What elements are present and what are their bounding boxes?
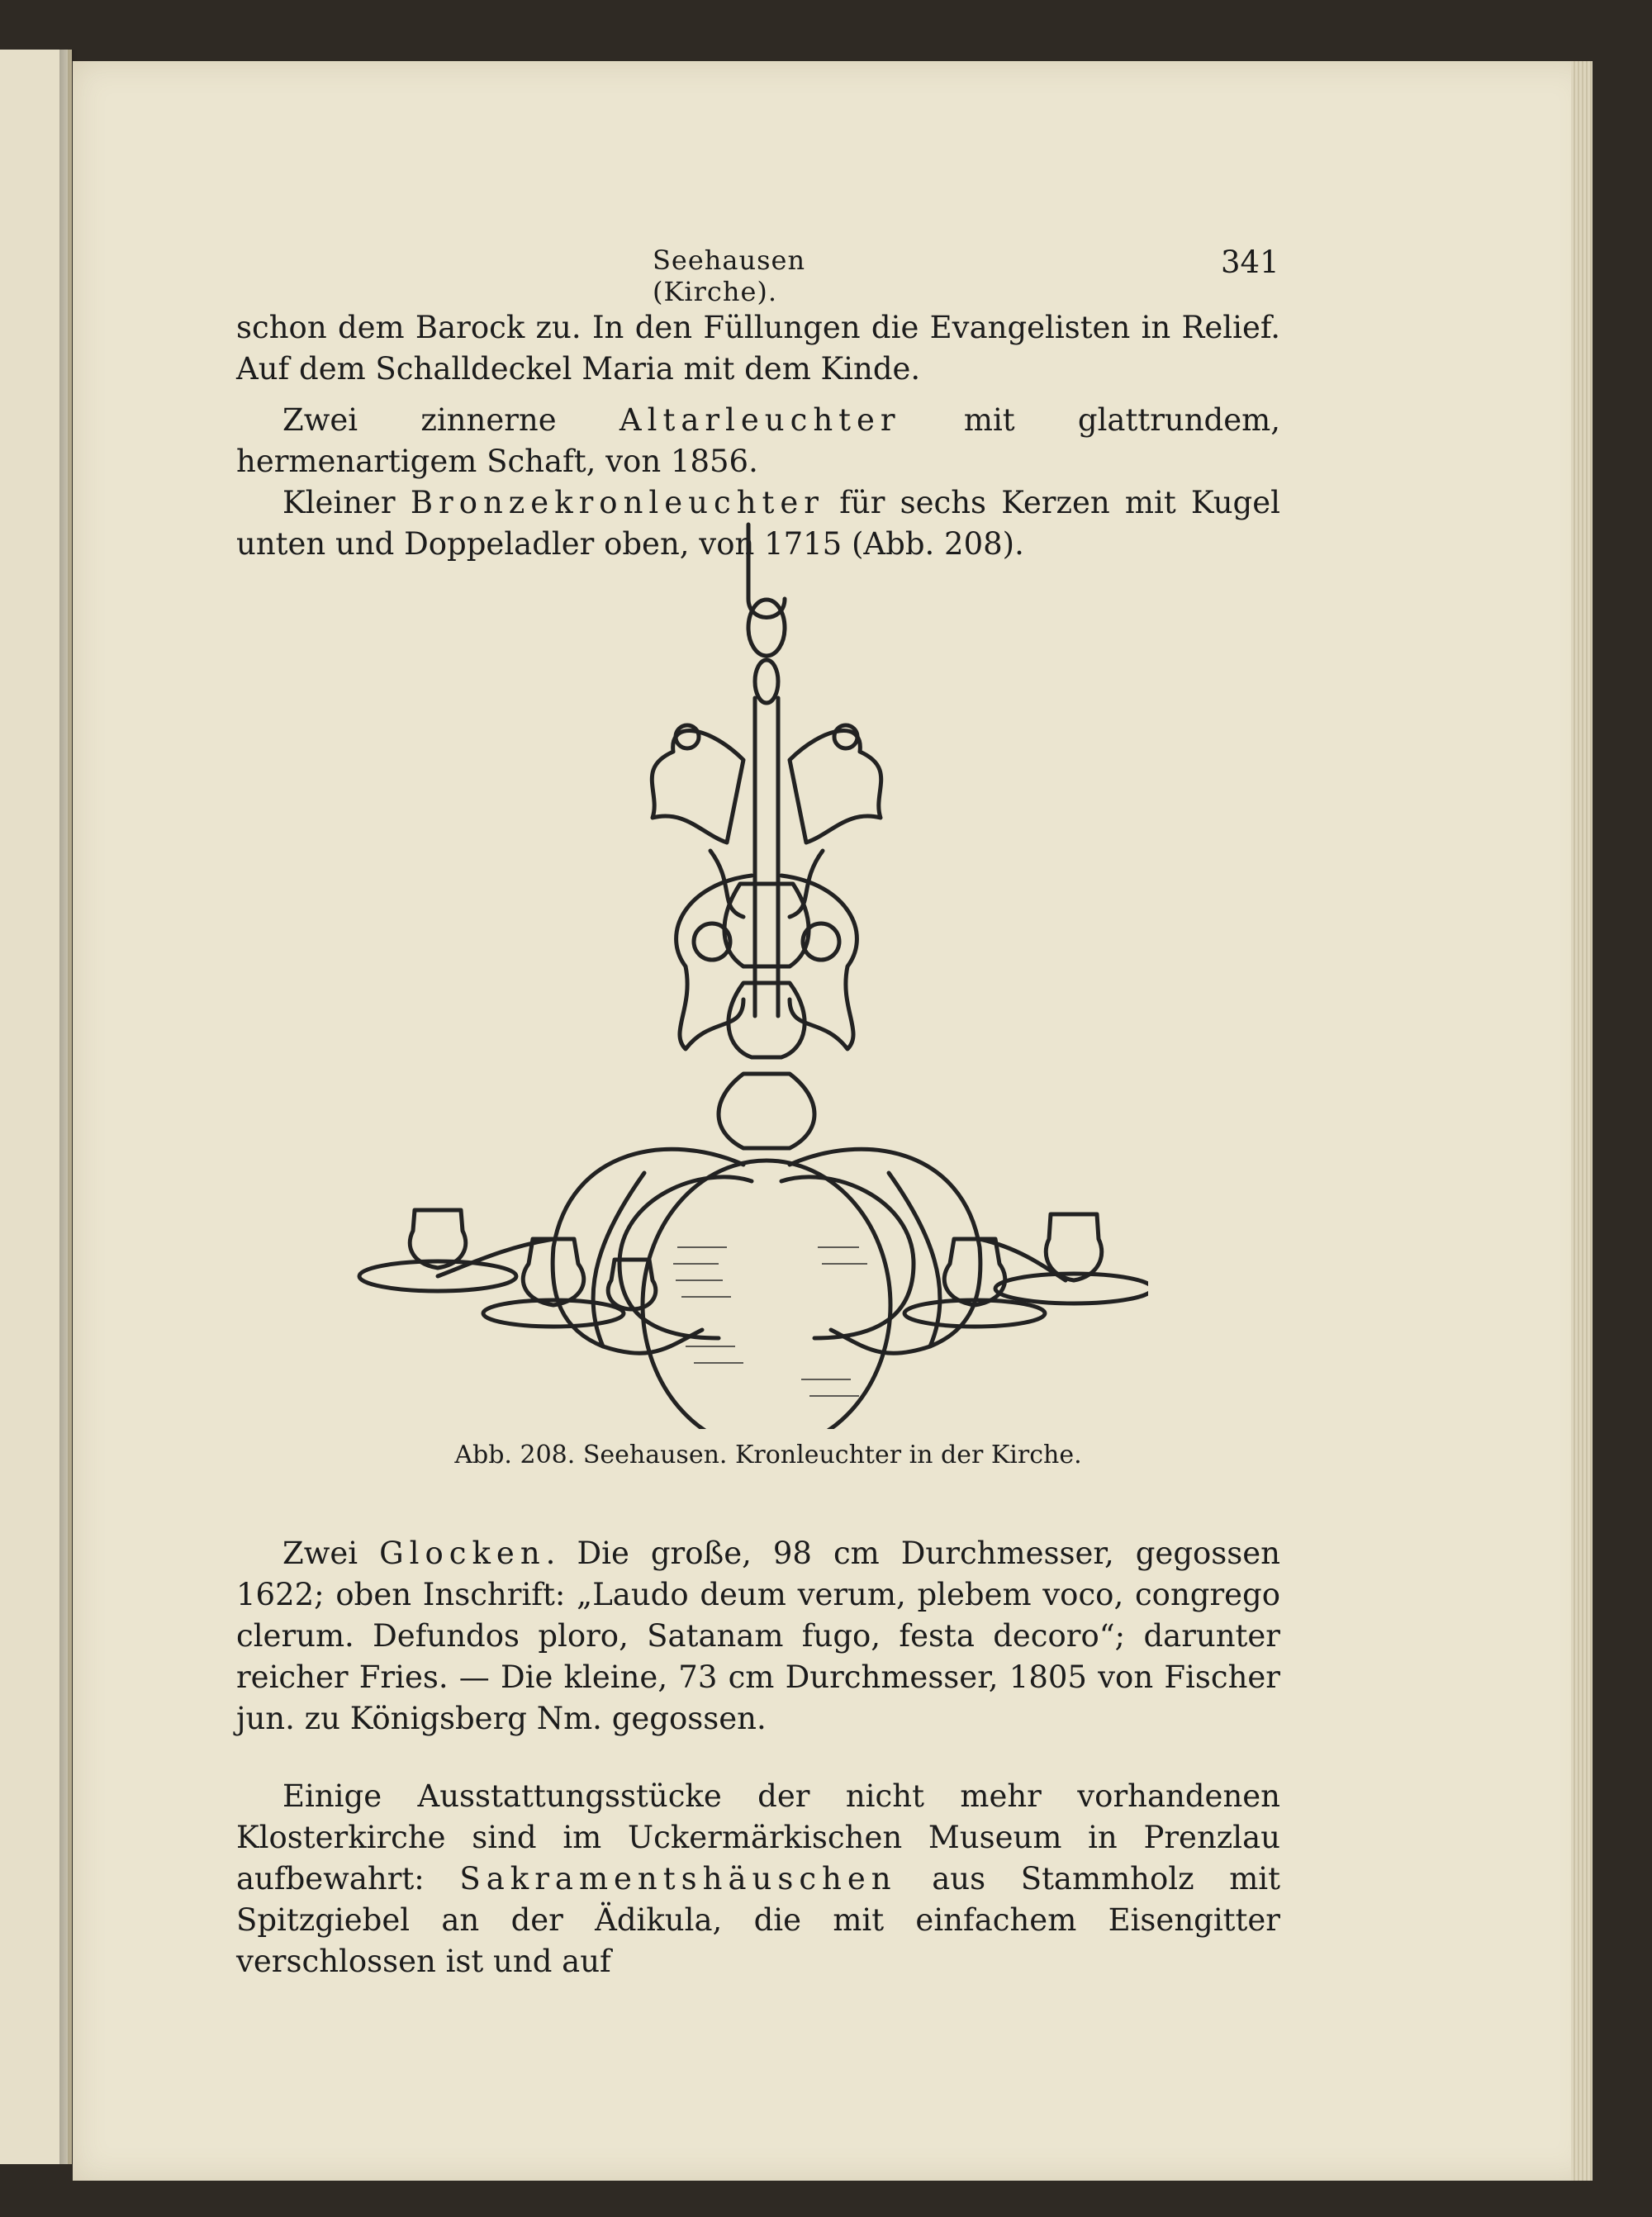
paragraph-altar-candlesticks (236, 400, 1280, 482)
text-block-bottom (236, 1533, 1280, 1982)
page-stack-edge (1571, 61, 1593, 2181)
chandelier-illustration (355, 520, 1148, 1429)
running-title: Seehausen (Kirche). (653, 244, 806, 307)
figure-caption: Abb. 208. Seehausen. Kronleuchter in der Kirche. (454, 1441, 1082, 1469)
text-run: Einige Ausstattungsstücke der nicht mehr vorhandenen Klosterkirche sind im Uckermärkischen Museum in Prenzlau aufbewahrt: (236, 1778, 1280, 1897)
spaced-term: Altarleuchter (619, 402, 901, 438)
spaced-term: Sakramentshäuschen (459, 1861, 897, 1897)
text-run: Kleiner (282, 485, 411, 520)
page-number: 341 (1221, 244, 1279, 280)
text-run: Zwei (282, 1536, 380, 1571)
text-run: . Die große, 98 cm Durchmesser, gegossen 1622; oben Inschrift: „Laudo deum verum, plebem voco, congrego clerum. Defundos ploro, Satanam fugo, festa decoro“; darunter reicher Fries. — Die kleine, 73 cm Durchmesser, 1805 von Fischer jun. zu Königsberg Nm. gegossen. (236, 1536, 1280, 1736)
text-run: aus Stammholz mit Spitzgiebel an der Ädikula, die mit einfachem Eisengitter verschlossen ist und auf (236, 1861, 1281, 1979)
paragraph-furnishings (236, 1776, 1280, 1982)
spaced-term: Glocken (379, 1536, 546, 1571)
paragraph-pulpit: schon dem Barock zu. In den Füllungen die Evangelisten in Relief. Auf dem Schalldeckel Maria mit dem Kinde. (236, 310, 1280, 387)
text-run: Zwei zinnerne (282, 402, 620, 438)
text-run: für sechs Kerzen mit Kugel unten und Doppeladler oben, von 1715 (Abb. 208). (236, 485, 1280, 562)
paragraph-bells (236, 1533, 1280, 1740)
text-run: mit glattrundem, hermenartigem Schaft, von 1856. (236, 402, 1280, 479)
spaced-term: Bronzekronleuchter (410, 485, 824, 520)
